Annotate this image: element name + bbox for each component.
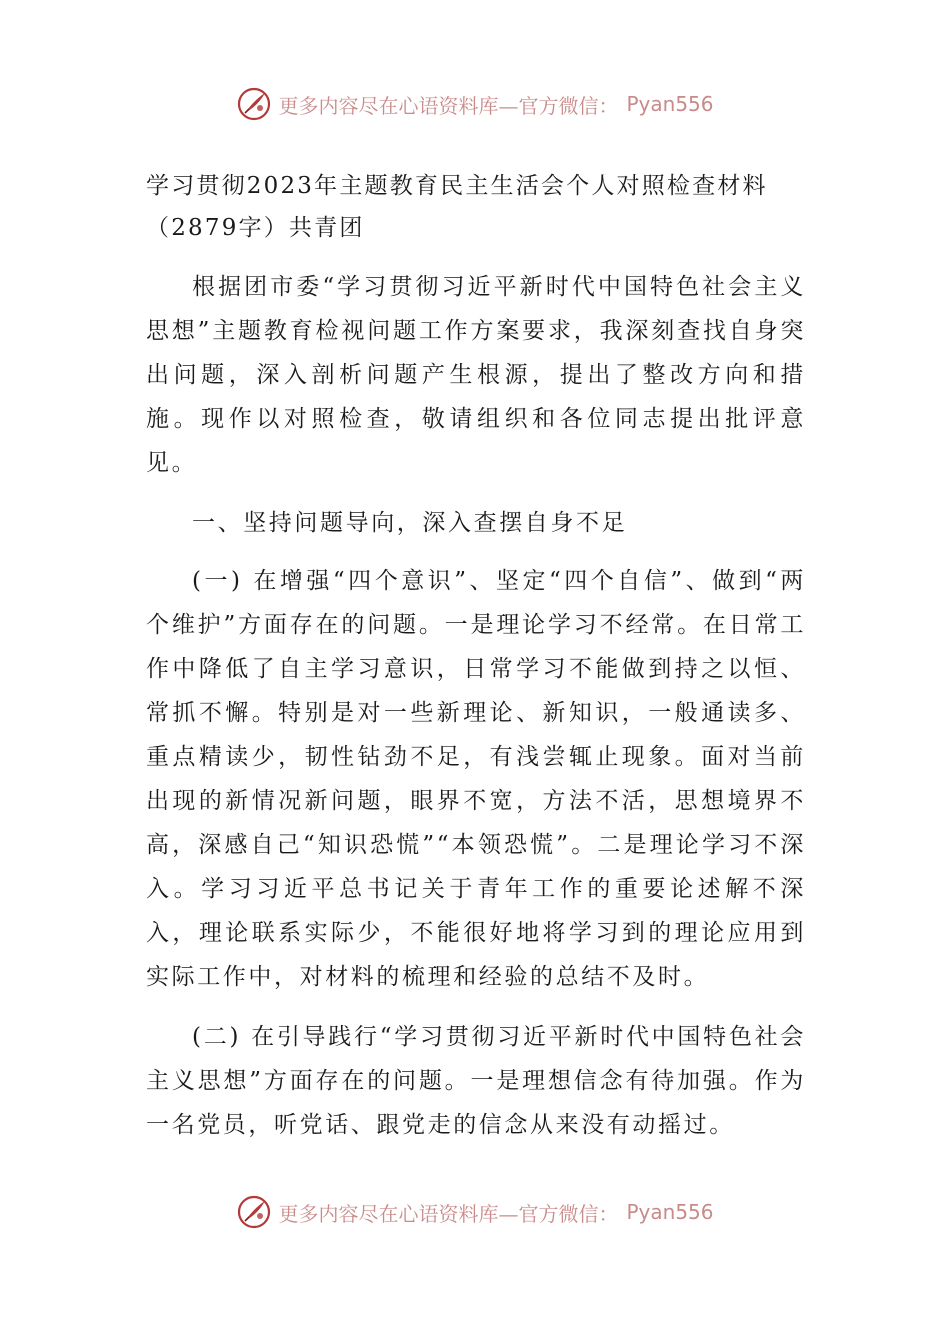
watermark-text: 更多内容尽在心语资料库—官方微信： bbox=[278, 93, 619, 118]
quill-pen-logo-icon bbox=[236, 86, 272, 122]
footer-watermark bbox=[0, 1192, 950, 1232]
section-heading: 一、坚持问题导向，深入查摆自身不足 bbox=[192, 510, 628, 536]
watermark-text: 更多内容尽在心语资料库—官方微信： bbox=[278, 1201, 619, 1226]
body-paragraph-1: (一) 在增强“四个意识”、坚定“四个自信”、做到“两个维护”方面存在的问题。一是理论学习不经常。在日常工作中降低了自主学习意识，日常学习不能做到持之以恒、常抓不懈。特别是对一些新理论、新知识，一般通读多、重点精读少，韧性钻劲不足，有浅尝辄止现象。面对当前出现的新情况新问题，眼界不宽，方法不活，思想境界不高，深感自己“知识恐慌”“本领恐慌”。二是理论学习不深入。学习习近平总书记关于青年工作的重要论述解不深入，理论联系实际少，不能很好地将学习到的理论应用到实际工作中，对材料的梳理和经验的总结不及时。 bbox=[146, 568, 806, 990]
quill-pen-logo-icon bbox=[236, 1194, 272, 1230]
body-paragraph-2: (二) 在引导践行“学习贯彻习近平新时代中国特色社会主义思想”方面存在的问题。一是理想信念有待加强。作为一名党员，听党话、跟党走的信念从来没有动摇过。 bbox=[146, 1024, 806, 1138]
intro-paragraph: 根据团市委“学习贯彻习近平新时代中国特色社会主义思想”主题教育检视问题工作方案要求，我深刻查找自身突出问题，深入剖析问题产生根源，提出了整改方向和措施。现作以对照检查，敬请组织和各位同志提出批评意见。 bbox=[146, 274, 806, 476]
watermark-handle: Pyan556 bbox=[626, 92, 714, 116]
document-body bbox=[146, 165, 806, 1163]
document-title: 学习贯彻2023年主题教育民主生活会个人对照检查材料（2879字）共青团 bbox=[146, 173, 768, 241]
watermark-handle: Pyan556 bbox=[626, 1200, 714, 1224]
header-watermark bbox=[0, 84, 950, 124]
